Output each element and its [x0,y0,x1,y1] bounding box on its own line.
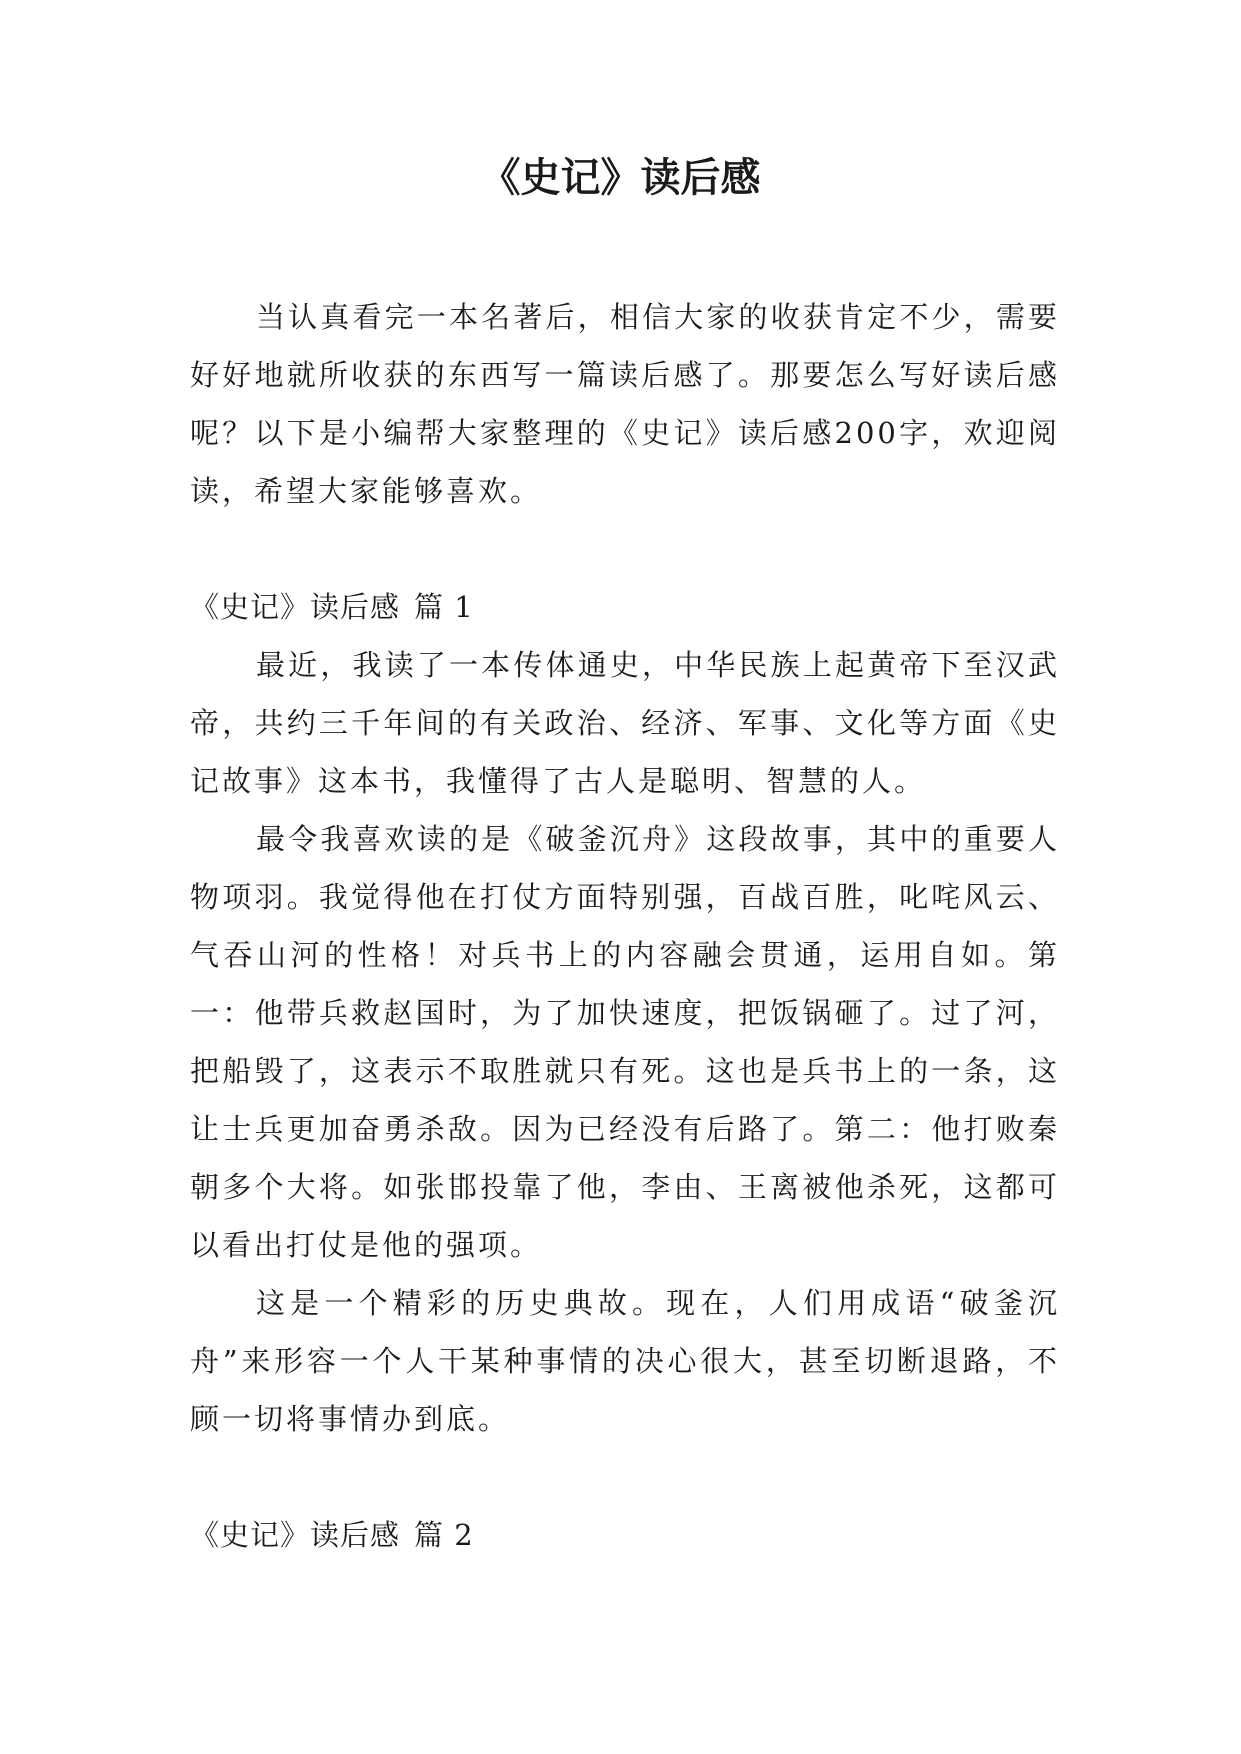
section-paragraph: 最令我喜欢读的是《破釜沉舟》这段故事，其中的重要人物项羽。我觉得他在打仗方面特别强，百战百胜，叱咤风云、气吞山河的性格！对兵书上的内容融会贯通，运用自如。第一：他带兵救赵国时，为了加快速度，把饭锅砸了。过了河，把船毁了，这表示不取胜就只有死。这也是兵书上的一条，这让士兵更加奋勇杀敌。因为已经没有后路了。第二：他打败秦朝多个大将。如张邯投靠了他，李由、王离被他杀死，这都可以看出打仗是他的强项。 [190,822,1060,1262]
section-heading [190,1506,1060,1564]
section-heading-number: 篇 1 [414,590,474,624]
section-heading-title: 《史记》读后感 [190,1518,401,1552]
intro-paragraph: 当认真看完一本名著后，相信大家的收获肯定不少，需要好好地就所收获的东西写一篇读后感了。那要怎么写好读后感呢？以下是小编帮大家整理的《史记》读后感200字，欢迎阅读，希望大家能够喜欢。 [190,300,1060,508]
section-heading-number: 篇 2 [414,1518,474,1552]
section-paragraph: 这是一个精彩的历史典故。现在，人们用成语“破釜沉舟”来形容一个人干某种事情的决心很大，甚至切断退路，不顾一切将事情办到底。 [190,1286,1060,1436]
section-2 [190,1506,1060,1564]
page-title: 《史记》读后感 [480,155,761,201]
section-heading [190,578,1060,636]
section-heading-title: 《史记》读后感 [190,590,401,624]
document-body [190,288,1060,1622]
section-1 [190,578,1060,1448]
section-paragraph: 最近，我读了一本传体通史，中华民族上起黄帝下至汉武帝，共约三千年间的有关政治、经济、军事、文化等方面《史记故事》这本书，我懂得了古人是聪明、智慧的人。 [190,648,1060,798]
